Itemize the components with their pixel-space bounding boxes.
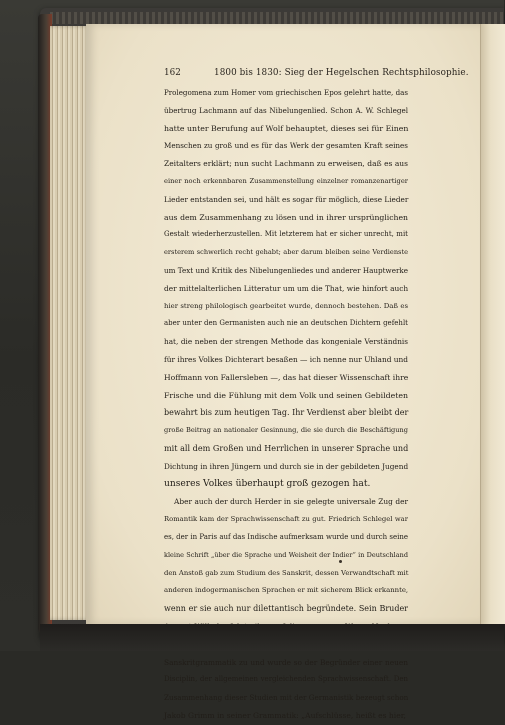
text-line: aber unter den Germanisten auch nie an deutschen Dichtern gefehlt [164, 319, 408, 328]
text-line: unseres Volkes überhaupt groß gezogen hat. [164, 478, 371, 489]
text-line: Sanskritgrammatik zu und wurde so der Begründer einer neuen [164, 657, 408, 667]
text-line: Menschen zu groß und es für das Werk der gesamten Kraft seines [164, 141, 408, 151]
text-line: der mittelalterlichen Litteratur um um die That, wie hinfort auch [164, 283, 409, 293]
text-line: kleine Schrift „über die Sprache und Weisheit der Indier“ in Deutschland [164, 550, 408, 559]
bottom-shadow [40, 624, 504, 651]
text-line: Frische und die Fühlung mit dem Volk und seinen Gebildeten [164, 390, 408, 400]
text-line: Gestalt wiederherzustellen. Mit letzterem hat er sicher unrecht, mit [164, 230, 408, 239]
text-line: hatte unter Berufung auf Wolf behauptet, dieses sei für Einen [164, 123, 409, 133]
text-line: ersterem schwerlich recht gehabt; aber darum bleiben seine Verdienste [164, 248, 408, 257]
text-line: Prolegomena zum Homer vom griechischen Epos gelehrt hatte, das [164, 88, 408, 97]
text-line: hier streng philologisch gearbeitet wurde, dennoch bestehen. Daß es [164, 301, 408, 310]
text-line: Aber auch der durch Herder in sie gelegte universale Zug der [174, 497, 408, 507]
text-line: es, der in Paris auf das Indische aufmerksam wurde und durch seine [164, 532, 408, 541]
text-line: einer noch erkennbaren Zusammenstellung einzelner romanzenartiger [164, 176, 408, 185]
cover-ornament-border [50, 12, 504, 24]
text-line: Hoffmann von Fallersleben —, das hat dieser Wissenschaft ihre [164, 372, 409, 382]
text-line: hat, die neben der strengen Methode das kongeniale Verständnis [164, 337, 408, 347]
text-line: den Anstoß gab zum Studium des Sanskrit, dessen Verwandtschaft mit [164, 568, 409, 577]
page-header [164, 68, 469, 82]
facing-page-edge [480, 24, 505, 624]
text-line: Romantik kam der Sprachwissenschaft zu gut. Friedrich Schlegel war [164, 515, 408, 524]
text-line: Disciplin, der allgemeinen vergleichenden Sprachwissenschaft. Den [164, 675, 408, 684]
page-edges [50, 26, 90, 620]
text-line: mit all dem Großen und Herrlichen in unserer Sprache und [164, 442, 409, 453]
text-line: bewahrt bis zum heutigen Tag. Ihr Verdienst aber bleibt der [164, 408, 409, 418]
text-line: wenn er sie auch nur dilettantisch begründete. Sein Bruder [164, 604, 408, 614]
text-line: große Beitrag an nationaler Gesinnung, die sie durch die Beschäftigung [164, 426, 408, 435]
text-line: anderen indogermanischen Sprachen er mit sicherem Blick erkannte, [164, 586, 409, 595]
text-line: Dichtung in ihren Jüngern und durch sie in der gebildeten Jugend [164, 461, 409, 471]
text-line: übertrug Lachmann auf das Nibelungenlied. Schon A. W. Schlegel [164, 105, 408, 115]
text-line: Zeitalters erklärt; nun sucht Lachmann zu erweisen, daß es aus [164, 159, 408, 169]
text-line: aus dem Zusammenhang zu lösen und in ihrer ursprünglichen [164, 212, 408, 222]
text-line: Zusammenhang dieser Studien mit der Germanistik bezeugt schon [164, 693, 409, 703]
running-head: 1800 bis 1830: Sieg der Hegelschen Rechtsphilosophie. [214, 68, 469, 78]
text-line: um Text und Kritik des Nibelungenliedes und anderer Hauptwerke [164, 265, 408, 275]
text-line: Lieder entstanden sei, und hält es sogar für möglich, diese Lieder [164, 194, 409, 204]
text-line: für ihres Volkes Dichterart besaßen — ich nenne nur Uhland und [164, 354, 409, 364]
ink-speck [339, 560, 342, 563]
text-line: Jakob Grimm in seiner Grammatik: „Aufschlüsse, heißt es hier, [164, 710, 406, 720]
page-number: 162 [164, 68, 181, 78]
